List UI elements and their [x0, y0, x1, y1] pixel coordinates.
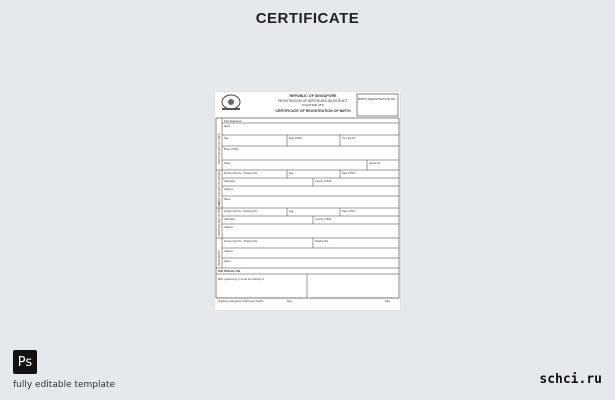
mother-name-label: Name [224, 198, 231, 201]
header-line-2: REGISTRATION OF BIRTHS AND DEATHS ACT [278, 99, 348, 103]
mother-id-no-label: Identity Card No. / Passport No. [224, 210, 258, 213]
registrar-signature-label: Signature of Registrar of Births and Deaths [218, 300, 264, 303]
father-country-label: Country of Birth [315, 180, 332, 183]
father-age-label: Age [289, 172, 294, 175]
father-nationality-label: Nationality [224, 180, 236, 183]
header-line-3: (CHAPTER 267) [301, 103, 325, 107]
date-registration-label: Date Registered [224, 120, 242, 123]
mother-address-label: Address [224, 226, 233, 229]
editable-note: fully editable template [13, 380, 116, 390]
child-sex-label: Sex [224, 137, 229, 140]
official-use-label: FOR OFFICIAL USE [218, 270, 241, 273]
website-label: schci.ru [539, 372, 602, 387]
photoshop-icon-text: Ps [17, 354, 33, 370]
father-id-label: Identity No. [369, 162, 382, 165]
child-name-label: Name [224, 125, 231, 128]
informant-section-label: INFORMANT [218, 250, 221, 266]
informant-name-label: Name [224, 260, 231, 263]
date-label-2: Date [385, 300, 391, 303]
mother-dob-label: Date of Birth [342, 210, 356, 213]
mother-nationality-label: Nationality [224, 218, 236, 221]
informant-id-label: Identity Card No. / Passport No. [224, 240, 258, 243]
child-dob-label: Date of Birth [289, 137, 303, 140]
informant-relation-label: Relationship [315, 240, 329, 243]
crest-icon [222, 95, 240, 110]
photoshop-icon [13, 350, 37, 374]
informant-address-label: Address [224, 250, 233, 253]
father-address-label: Address [224, 188, 233, 191]
mother-country-label: Country of Birth [315, 218, 332, 221]
date-label: Date [287, 300, 293, 303]
doc-title: CERTIFICATE OF REGISTRATION OF BIRTH [275, 109, 351, 113]
mother-section-label: PARTICULARS OF MOTHER [218, 201, 221, 236]
birth-reg-no-label: BIRTH REGISTRATION NO. [357, 97, 397, 101]
certificate-document [215, 92, 400, 310]
page-title: CERTIFICATE [255, 10, 360, 27]
mother-age-label: Age [289, 210, 294, 213]
father-id-no-label: Identity Card No. / Passport No. [224, 172, 258, 175]
child-section-label: PARTICULARS OF CHILD [218, 133, 221, 164]
certificate-form [215, 92, 400, 310]
child-place-label: Place of Birth [224, 148, 239, 151]
child-time-label: Time of birth [342, 137, 356, 140]
father-name-label: Name [224, 162, 231, 165]
header-line-1: REPUBLIC OF SINGAPORE [289, 94, 337, 98]
signature-note: Birth registered by, or under the authority of [218, 278, 264, 281]
father-dob-label: Date of Birth [342, 172, 356, 175]
father-section-label: PARTICULARS OF FATHER [218, 170, 221, 204]
